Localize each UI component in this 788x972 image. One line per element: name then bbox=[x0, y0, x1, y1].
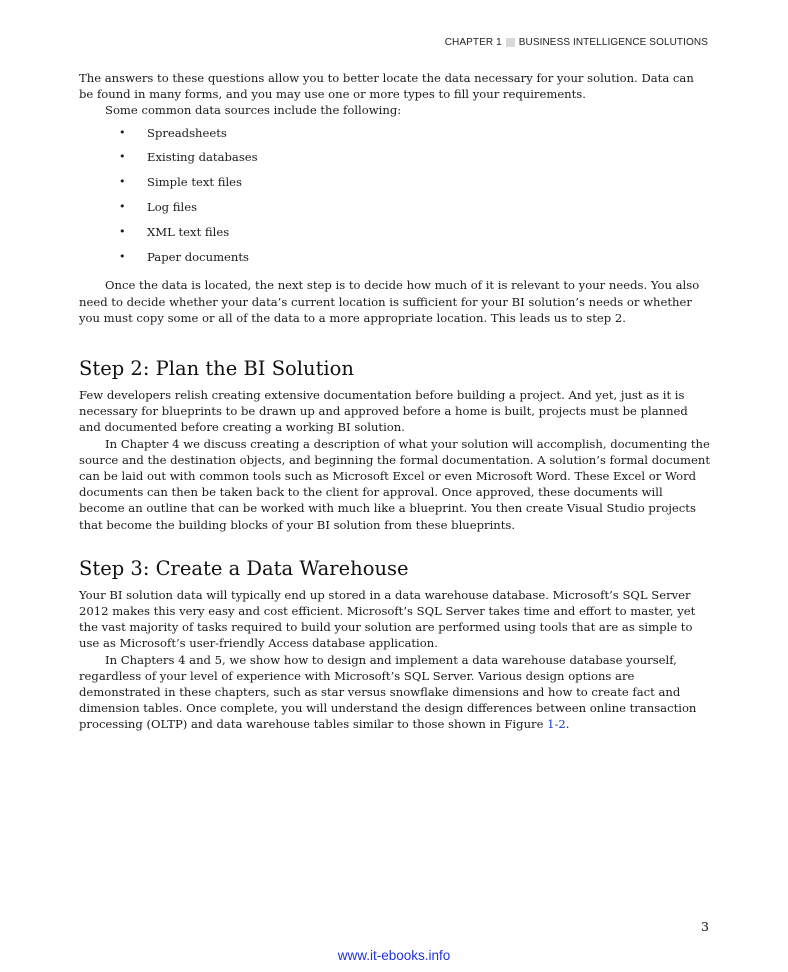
step2-paragraph-2: In Chapter 4 we discuss creating a description of what your solution will accomplish, documenting the source and the destination objects, and beginning the formal documentation. A solution’s formal document can be laid out with common tools such as Microsoft Excel or even Microsoft Word. These Excel or Word documents can then be taken back to the client for approval. Once approved, these documents will become an outline that can be worked with much like a blueprint. You then create Visual Studio projects that become the building blocks of your BI solution from these blueprints. bbox=[79, 436, 711, 532]
step2-paragraph-1: Few developers relish creating extensive documentation before building a project. And yet, just as it is necessary for blueprints to be drawn up and approved before a home is built, projects must be planned and documented before creating a working BI solution. bbox=[79, 388, 688, 435]
intro-paragraph-1: The answers to these questions allow you to better locate the data necessary for your solution. Data can be found in many forms, and you may use one or more types to fill your requirements. bbox=[79, 71, 694, 102]
section-heading-step-2: Step 2: Plan the BI Solution bbox=[79, 357, 354, 380]
chapter-label: CHAPTER 1 bbox=[444, 37, 502, 48]
list-item: • Log files bbox=[119, 200, 198, 214]
list-item: • Spreadsheets bbox=[119, 125, 227, 140]
running-header bbox=[445, 37, 708, 48]
data-sources-list bbox=[79, 125, 711, 274]
page-number: 3 bbox=[701, 919, 709, 934]
intro-paragraph-3: Once the data is located, the next step is to decide how much of it is relevant to your needs. You also need to decide whether your data’s current location is sufficient for your BI solution’s needs or whether you must copy some or all of the data to a more appropriate location. This leads us to step 2. bbox=[79, 278, 700, 325]
step3-paragraph-1: Your BI solution data will typically end up stored in a data warehouse database. Microsoft’s SQL Server 2012 makes this very easy and cost efficient. Microsoft’s SQL Server takes time and effort to master, yet the vast majority of tasks required to build your solution are performed using tools that are as simple to use as Microsoft’s user-friendly Access database application. bbox=[79, 587, 696, 651]
bullet-icon: • bbox=[119, 200, 126, 213]
bullet-icon: • bbox=[119, 224, 126, 238]
bullet-icon: • bbox=[119, 125, 126, 139]
step3-paragraph-2: In Chapters 4 and 5, we show how to design and implement a data warehouse database yourself, regardless of your level of experience with Microsoft’s SQL Server. Various design options are demonstrated in these chapters, such as star versus snowflake dimensions and how to create fact and dimension tables. Once complete, you will understand the design differences between online transaction processing (OLTP) and data warehouse tables similar to those shown in Figure 1-2. bbox=[79, 652, 697, 732]
bullet-icon: • bbox=[119, 175, 126, 189]
intro-paragraph-2: Some common data sources include the following: bbox=[105, 103, 402, 118]
figure-reference-link[interactable]: 1-2 bbox=[547, 717, 566, 732]
list-item: • Simple text files bbox=[119, 175, 242, 190]
list-item: • Existing databases bbox=[119, 150, 258, 165]
list-item: • XML text files bbox=[119, 224, 230, 239]
page-body bbox=[79, 70, 711, 733]
chapter-title: BUSINESS INTELLIGENCE SOLUTIONS bbox=[518, 37, 708, 48]
footer-link[interactable]: www.it-ebooks.info bbox=[337, 948, 451, 963]
separator-square-icon bbox=[506, 38, 515, 47]
section-heading-step-3: Step 3: Create a Data Warehouse bbox=[79, 556, 409, 580]
list-item: • Paper documents bbox=[119, 249, 249, 264]
bullet-icon: • bbox=[119, 150, 126, 164]
bullet-icon: • bbox=[119, 249, 126, 263]
